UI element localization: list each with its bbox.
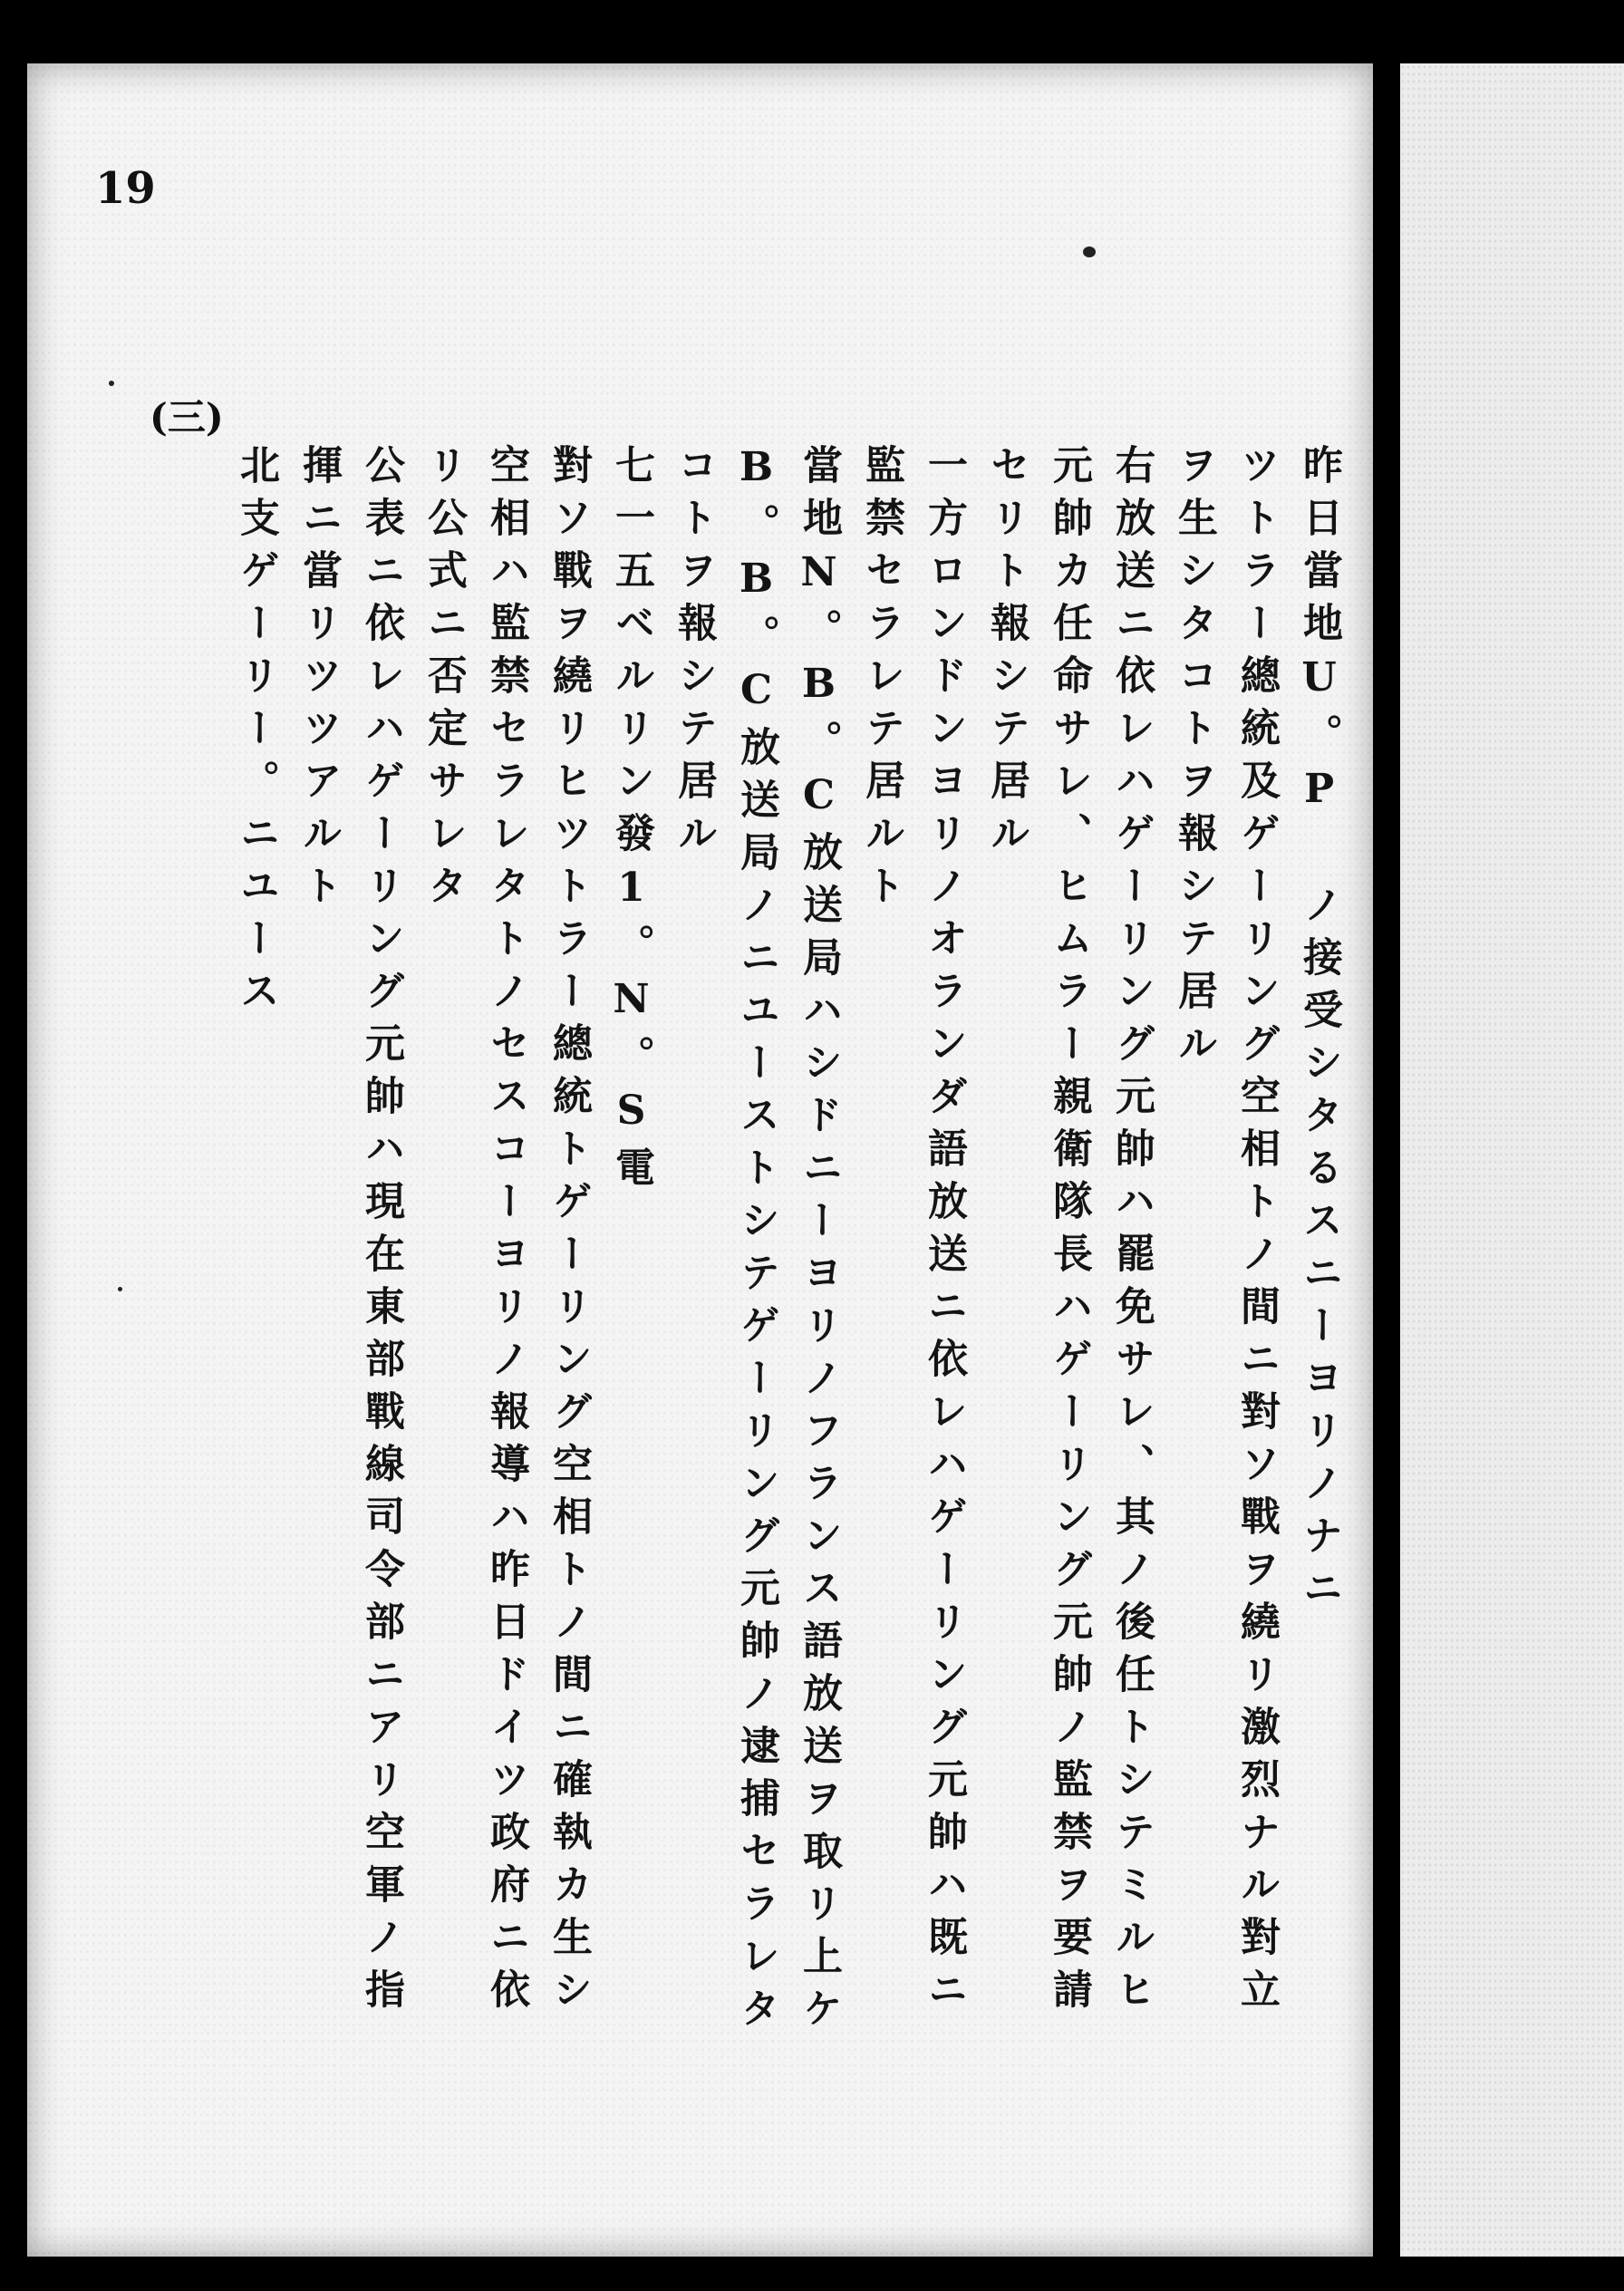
text-column: リ公式ニ否定サレタ [420,444,467,917]
text-column: 監禁セラレテ居ルト [858,444,904,917]
text-column: B。B。C放送局ノニユーストシテゲーリング元帥ノ逮捕セラレタ [733,444,779,2040]
text-column: 對ソ戰ヲ繞リヒツトラー總統トゲーリング空相トノ間ニ確執カ生シ [546,444,592,2021]
text-column: セリト報シテ居ル [983,444,1030,865]
text-column: 元帥カ任命サレ、ヒムラー親衛隊長ハゲーリング元帥ノ監禁ヲ要請 [1046,444,1092,2021]
text-column: 公表ニ依レハゲーリング元帥ハ現在東部戰線司令部ニアリ空軍ノ指 [358,444,404,2021]
text-column: 右放送ニ依レハゲーリング元帥ハ罷免サレ、其ノ後任トシテミルヒ [1108,444,1155,2021]
ink-speck [1083,246,1096,257]
text-column: 北支ゲーリー。ニユース [233,444,279,1022]
text-column: 揮ニ當リツツアルト [295,444,342,917]
text-column: 一方ロンドンヨリノオランダ語放送ニ依レハゲーリング元帥ハ既ニ [921,444,967,2021]
text-column: 空相ハ監禁セラレタトノセスコーヨリノ報導ハ昨日ドイツ政府ニ依 [483,444,529,2021]
text-column: 當地N。B。C放送局ハシドニーヨリノフランス語放送ヲ取リ上ケ [796,444,842,2040]
ink-speck [118,1287,122,1291]
adjacent-page-edge [1400,63,1624,2257]
vertical-text-body [145,444,1350,2211]
ink-speck [109,381,114,386]
page-number: 19 [95,163,156,214]
text-column: 昨日當地U。P ノ接受シタるスニーヨリノナニ [1296,444,1342,1619]
text-column: ツトラー總統及ゲーリング空相トノ間ニ對ソ戰ヲ繞リ激烈ナル對立 [1233,444,1280,2021]
text-column: ヲ生シタコトヲ報シテ居ル [1171,444,1217,1075]
section-marker: (三) [150,395,224,440]
text-column: 七一五ベルリン發1。N。S電 [608,444,654,1199]
text-column: コトヲ報シテ居ル [671,444,717,865]
